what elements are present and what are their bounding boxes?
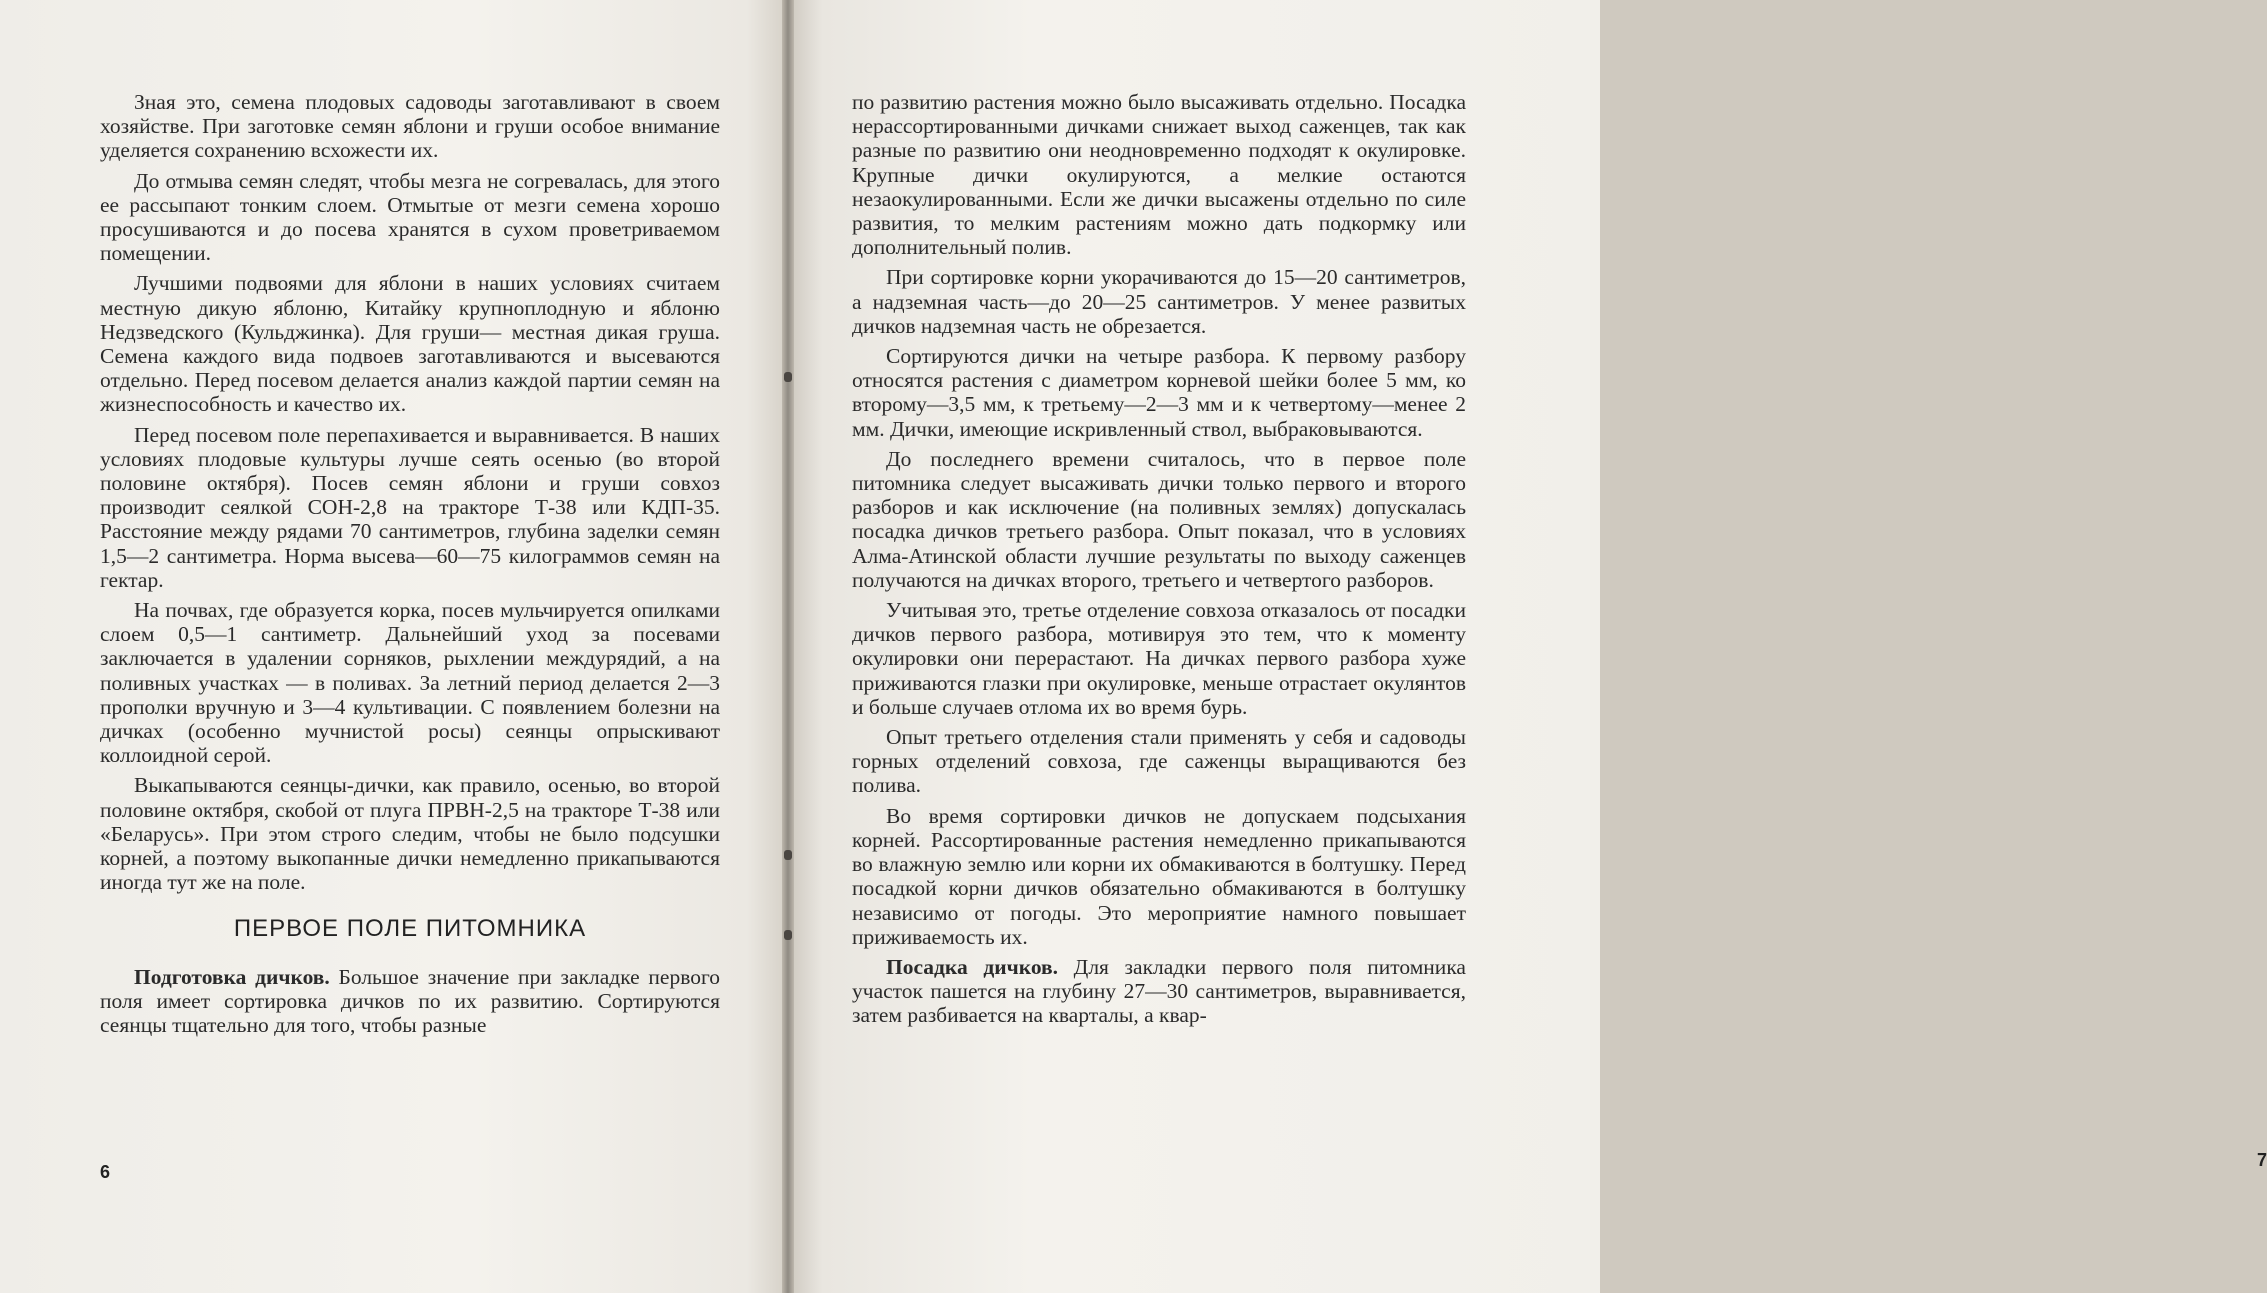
paragraph: При сортировке корни укорачиваются до 15—20 сантиметров, а надземная часть—до 20—25 сантиметров. У менее развитых дичков надземная часть не обрезается. xyxy=(852,265,1466,338)
lead-title: Подготовка дичков. xyxy=(134,964,330,989)
paragraph: Во время сортировки дичков не допускаем подсыхания корней. Рассортированные растения немедленно прикапываются во влажную землю или корни их обмакиваются в болтушку. Перед посадкой корни дичков обязательно обмакиваются в болтушку независимо от погоды. Это мероприятие намного повышает приживаемость их. xyxy=(852,803,1466,949)
left-page xyxy=(0,0,786,1293)
right-page-text xyxy=(852,90,1466,1034)
page-number: 7 xyxy=(2257,1150,2267,1170)
lead-text: Для закладки первого поля питомника участок пашется на глубину 27—30 сантиметров, выравнивается, затем разбивается на кварталы, а квар- xyxy=(852,954,1466,1028)
page-number: 6 xyxy=(100,1162,111,1182)
paragraph: Зная это, семена плодовых садоводы заготавливают в своем хозяйстве. При заготовке семян яблони и груши особое внимание уделяется сохранению всхожести их. xyxy=(100,90,720,163)
paragraph: Сортируются дички на четыре разбора. К первому разбору относятся растения с диаметром корневой шейки более 5 мм, ко второму—3,5 мм, к третьему—2—3 мм и к четвертому—менее 2 мм. Дички, имеющие искривленный ствол, выбраковываются. xyxy=(852,344,1466,441)
lead-title: Посадка дичков. xyxy=(886,954,1059,979)
lead-paragraph xyxy=(852,955,1466,1028)
left-page-text xyxy=(100,90,720,1043)
staple xyxy=(784,372,792,382)
paragraph: До отмыва семян следят, чтобы мезга не согревалась, для этого ее рассыпают тонким слоем. Отмытые от мезги семена хорошо просушиваются и до посева хранятся в сухом проветриваемом помещении. xyxy=(100,168,720,266)
section-heading: ПЕРВОЕ ПОЛЕ ПИТОМНИКА xyxy=(233,914,587,942)
paragraph: Опыт третьего отделения стали применять у себя и садоводы горных отделений совхоза, где саженцы выращиваются без полива. xyxy=(852,725,1466,798)
paragraph: До последнего времени считалось, что в первое поле питомника следует высаживать дички только первого и второго разборов и как исключение (на поливных землях) допускалась посадка дичков третьего разбора. Опыт показал, что в условиях Алма-Атинской области лучшие результаты по выходу саженцев получаются на дичках второго, третьего и четвертого разборов. xyxy=(852,446,1466,592)
paragraph: по развитию растения можно было высаживать отдельно. Посадка нерассортированными дичками снижает выход саженцев, так как разные по развитию они неодновременно подходят к окулировке. Крупные дички окулируются, а мелкие остаются незаокулированными. Если же дички высажены отдельно по силе развития, то мелким растениям можно дать подкормку или дополнительный полив. xyxy=(852,90,1466,260)
staple xyxy=(784,850,792,860)
paragraph: На почвах, где образуется корка, посев мульчируется опилками слоем 0,5—1 сантиметр. Дальнейший уход за посевами заключается в удалении сорняков, рыхлении междурядий, а на поливных участках — в поливах. За летний период делается 2—3 прополки вручную и 3—4 культивации. С появлением болезни на дичках (особенно мучнистой росы) сеянцы опрыскивают коллоидной серой. xyxy=(100,598,720,768)
paragraph: Выкапываются сеянцы-дички, как правило, осенью, во второй половине октября, скобой от плуга ПРВН-2,5 на тракторе Т-38 или «Беларусь». При этом строго следим, чтобы не было подсушки корней, а поэтому выкопанные дички немедленно прикапываются иногда тут же на поле. xyxy=(100,773,720,895)
staple xyxy=(784,930,792,940)
paragraph: Учитывая это, третье отделение совхоза отказалось от посадки дичков первого разбора, мотивируя это тем, что к моменту окулировки они перерастают. На дичках первого разбора хуже приживаются глазки при окулировке, меньше отрастает окулянтов и больше случаев отлома их во время бурь. xyxy=(852,598,1466,719)
paragraph: Лучшими подвоями для яблони в наших условиях считаем местную дикую яблоню, Китайку крупноплодную и яблоню Недзведского (Кульджинка). Для груши— местная дикая груша. Семена каждого вида подвоев заготавливаются и высеваются отдельно. Перед посевом делается анализ каждой партии семян на жизнеспособность и качество их. xyxy=(100,271,720,417)
book-gutter xyxy=(782,0,794,1293)
lead-text: Большое значение при закладке первого поля имеет сортировка дичков по их развитию. Сортируются сеянцы тщательно для того, чтобы разные xyxy=(100,964,720,1038)
lead-paragraph xyxy=(100,965,720,1038)
paragraph: Перед посевом поле перепахивается и выравнивается. В наших условиях плодовые культуры лучше сеять осенью (во второй половине октября). Посев семян яблони и груши совхоз производит сеялкой СОН-2,8 на тракторе Т-38 или КДП-35. Расстояние между рядами 70 сантиметров, глубина заделки семян 1,5—2 сантиметра. Норма высева—60—75 килограммов семян на гектар. xyxy=(100,422,720,592)
